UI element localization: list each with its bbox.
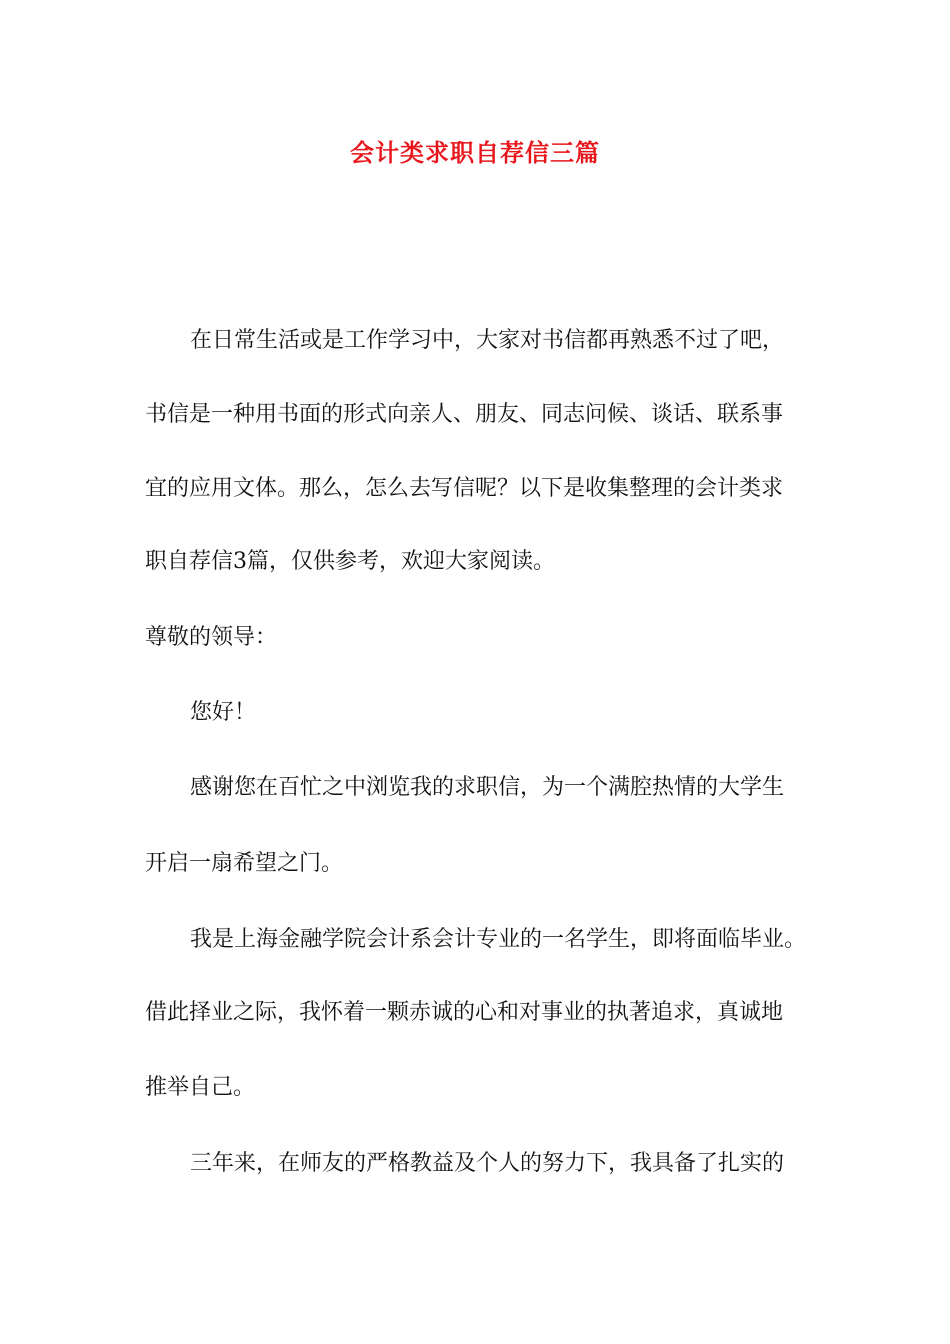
paragraph-line: 书信是一种用书面的形式向亲人、朋友、同志问候、谈话、联系事 — [145, 402, 784, 427]
paragraph-line: 在日常生活或是工作学习中，大家对书信都再熟悉不过了吧， — [190, 328, 785, 353]
paragraph-line: 宜的应用文体。那么，怎么去写信呢？以下是收集整理的会计类求 — [145, 476, 784, 501]
paragraph-line: 推举自己。 — [145, 1075, 256, 1100]
paragraph-line: 感谢您在百忙之中浏览我的求职信，为一个满腔热情的大学生 — [190, 775, 785, 800]
paragraph-line: 三年来，在师友的严格教益及个人的努力下，我具备了扎实的 — [190, 1151, 785, 1176]
paragraph-line: 开启一扇希望之门。 — [145, 851, 344, 876]
paragraph-line: 我是上海金融学院会计系会计专业的一名学生，即将面临毕业。 — [190, 927, 807, 952]
paragraph-line: 借此择业之际，我怀着一颗赤诚的心和对事业的执著追求，真诚地 — [145, 1000, 784, 1025]
document-title: 会计类求职自荐信三篇 — [350, 138, 600, 167]
paragraph-line: 职自荐信3篇，仅供参考，欢迎大家阅读。 — [145, 549, 555, 574]
salutation-line: 尊敬的领导： — [145, 625, 278, 650]
greeting-line: 您好！ — [190, 700, 257, 725]
